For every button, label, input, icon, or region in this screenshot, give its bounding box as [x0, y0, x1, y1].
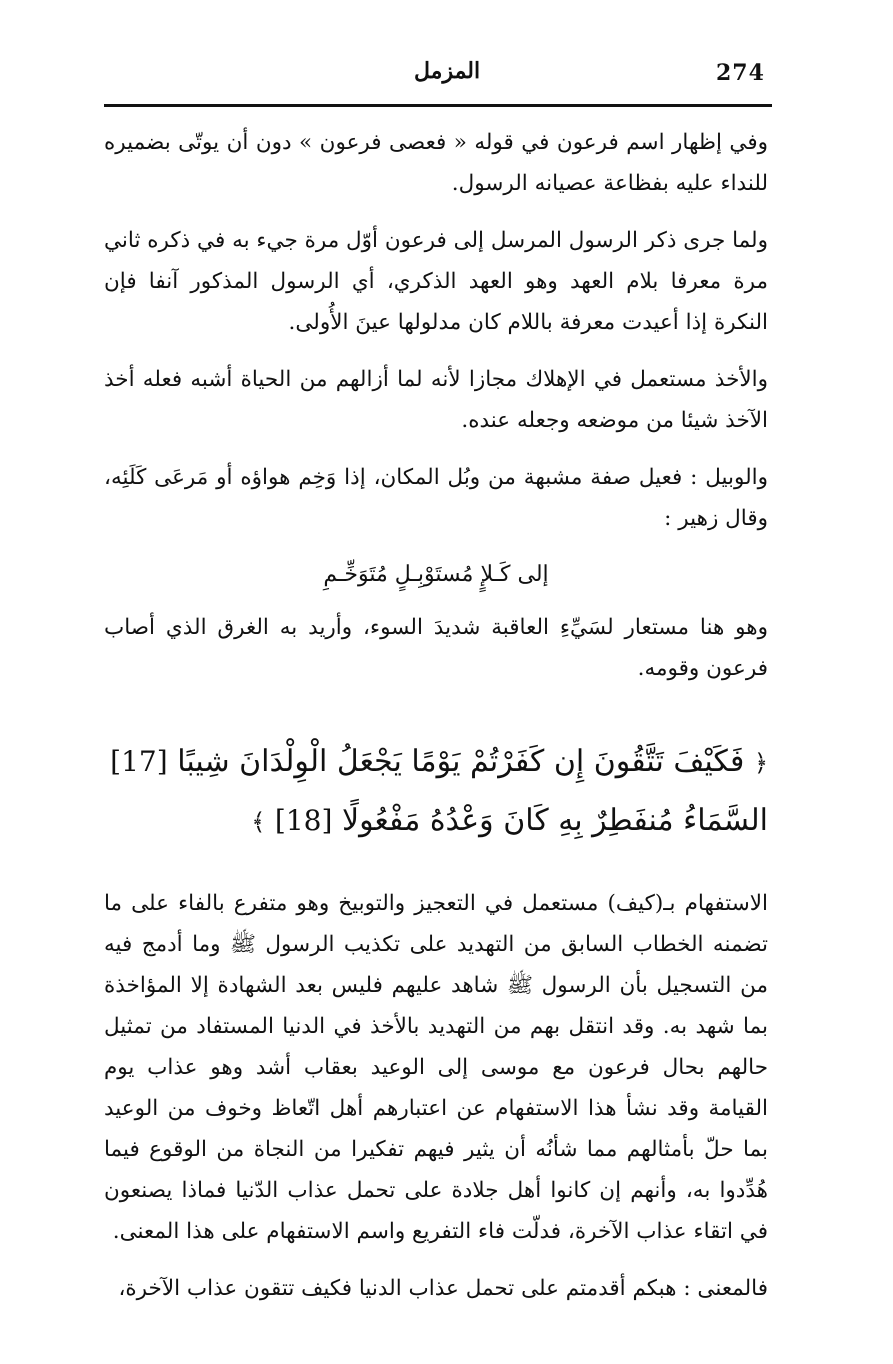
quran-close-bracket: ﴾: [251, 808, 266, 836]
running-head: المزمل: [414, 58, 481, 84]
paragraph-3: والأخذ مستعمل في الإهلاك مجازا لأنه لما أزالهم من الحياة أشبه فعله أخذ الآخذ شيئا من موضعه وجعله عنده.: [104, 367, 768, 433]
paragraph-1: وفي إظهار اسم فرعون في قوله « فعصى فرعون » دون أن يوتّى بضميره للنداء عليه بفظاعة عصيانه الرسول.: [104, 130, 768, 196]
paragraph-4: والوبيل : فعيل صفة مشبهة من وبُل المكان، إذا وَخِم هواؤه أو مَرعَى كَلَئِه، وقال زهير :: [104, 465, 768, 531]
paragraph-7: فالمعنى : هبكم أقدمتم على تحمل عذاب الدنيا فكيف تتقون عذاب الآخرة،: [118, 1276, 768, 1301]
quran-text-1: فَكَيْفَ تَتَّقُونَ إِن كَفَرْتُمْ يَوْمًا يَجْعَلُ الْوِلْدَانَ شِيبًا: [177, 744, 745, 779]
page-number: 274: [716, 60, 765, 86]
quran-verse-block: [104, 733, 768, 851]
page-header: [104, 52, 772, 100]
body-text: [104, 122, 768, 1325]
header-rule: [104, 104, 772, 107]
paragraph-2: ولما جرى ذكر الرسول المرسل إلى فرعون أوّل مرة جيء به في ذكره ثاني مرة معرفا بلام العهد وهو العهد الذكري، أي الرسول المذكور آنفا فإن النكرة إذا أعيدت معرفة باللام كان مدلولها عينَ الأُولى.: [104, 228, 768, 335]
quran-text-2: السَّمَاءُ مُنفَطِرٌ بِهِ كَانَ وَعْدُهُ مَفْعُولًا: [341, 803, 768, 838]
ayah-number-17: [17]: [110, 745, 168, 778]
poem-verse: إلى كَـلإٍ مُستَوْبِـلٍ مُتَوَخِّـمِ: [323, 562, 549, 587]
paragraph-5: وهو هنا مستعار لسَيِّءِ العاقبة شديدَ السوء، وأريد به الغرق الذي أصاب فرعون وقومه.: [104, 615, 768, 681]
quran-open-bracket: ﴿: [753, 749, 768, 777]
paragraph-6: الاستفهام بـ(كيف) مستعمل في التعجيز والتوبيخ وهو متفرع بالفاء على ما تضمنه الخطاب السابق من التهديد على تكذيب الرسول ﷺ وما أدمج فيه من التسجيل بأن الرسول ﷺ شاهد عليهم فليس بعد الشهادة إلا المؤاخذة بما شهد به. وقد انتقل بهم من التهديد بالأخذ في الدنيا المستفاد من تمثيل حالهم بحال فرعون مع موسى إلى الوعيد بعقاب أشد وهو عذاب يوم القيامة وقد نشأ هذا الاستفهام عن اعتبارهم أهل اتّعاظ وخوف من الوعيد بما حلّ بأمثالهم مما شأنُه أن يثير فيهم تفكيرا من النجاة من الوقوع فيما هُدِّدوا به، وأنهم إن كانوا أهل جلادة على تحمل عذاب الدّنيا فماذا يصنعون في اتقاء عذاب الآخرة، فدلّت فاء التفريع واسم الاستفهام على هذا المعنى.: [104, 891, 768, 1244]
ayah-number-18: [18]: [274, 804, 333, 837]
